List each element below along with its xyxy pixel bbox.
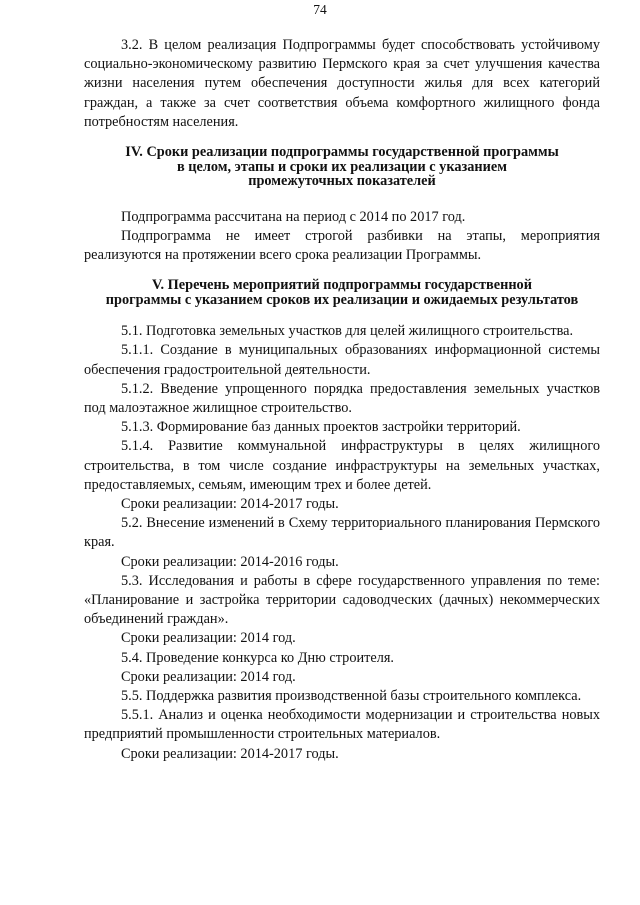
section-5-item: 5.1.3. Формирование баз данных проектов застройки территорий. xyxy=(121,419,521,436)
section-4-heading xyxy=(84,145,600,189)
document-body xyxy=(84,36,600,764)
implementation-period: Сроки реализации: 2014 год. xyxy=(121,668,296,685)
section-5-item: 5.1. Подготовка земельных участков для целей жилищного строительства. xyxy=(121,323,574,340)
implementation-period: Сроки реализации: 2014-2016 годы. xyxy=(121,553,339,570)
section-4-heading-line: IV. Сроки реализации подпрограммы государственной программы xyxy=(125,144,559,161)
section-5-item: 5.3. Исследования и работы в сфере государственного управления по теме: «Планирование и застройка территории садоводческих (дачных) некоммерческих объединений граждан». xyxy=(84,572,600,628)
section-4-paragraph: Подпрограмма рассчитана на период с 2014 по 2017 год. xyxy=(121,208,466,225)
section-5-item: 5.4. Проведение конкурса ко Дню строителя. xyxy=(121,649,395,666)
paragraph-3-2: 3.2. В целом реализация Подпрограммы будет способствовать устойчивому социально-экономическому развитию Пермского края за счет улучшения качества жизни населения путем обеспечения доступности жилья для всех категорий граждан, а также за счет соответствия объема комфортного жилищного фонда потребностям населения. xyxy=(84,37,600,130)
section-4-paragraph: Подпрограмма не имеет строгой разбивки на этапы, мероприятия реализуются на протяжении всего срока реализации Программы. xyxy=(84,227,600,263)
implementation-period: Сроки реализации: 2014-2017 годы. xyxy=(121,495,339,512)
section-5-item: 5.2. Внесение изменений в Схему территориального планирования Пермского края. xyxy=(84,515,600,551)
implementation-period: Сроки реализации: 2014-2017 годы. xyxy=(121,745,339,762)
section-4-heading-line: в целом, этапы и сроки их реализации с указанием xyxy=(177,158,507,175)
page-number: 74 xyxy=(313,2,327,17)
section-5-heading-line: программы с указанием сроков их реализации и ожидаемых результатов xyxy=(105,291,579,308)
section-4-heading-line: промежуточных показателей xyxy=(248,173,436,190)
section-5-item: 5.1.1. Создание в муниципальных образованиях информационной системы обеспечения градостроительной деятельности. xyxy=(84,342,600,378)
section-5-heading-line: V. Перечень мероприятий подпрограммы государственной xyxy=(152,277,532,294)
section-5-heading xyxy=(84,278,600,307)
section-5-item: 5.5. Поддержка развития производственной базы строительного комплекса. xyxy=(121,687,582,704)
section-5-item: 5.1.4. Развитие коммунальной инфраструктуры в целях жилищного строительства, в том числе создание инфраструктуры на земельных участках, предоставляемых, семьям, имеющим трех и более детей. xyxy=(84,438,600,493)
section-5-item: 5.1.2. Введение упрощенного порядка предоставления земельных участков под малоэтажное жилищное строительство. xyxy=(84,380,600,416)
implementation-period: Сроки реализации: 2014 год. xyxy=(121,630,296,647)
section-5-item: 5.5.1. Анализ и оценка необходимости модернизации и строительства новых предприятий промышленности строительных материалов. xyxy=(84,707,600,743)
